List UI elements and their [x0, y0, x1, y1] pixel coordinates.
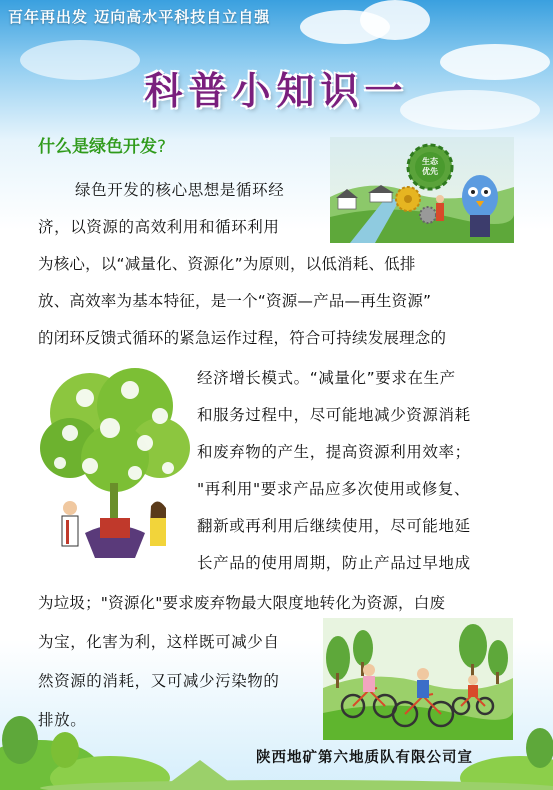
body-line: 排放。: [38, 711, 87, 729]
bulb-icon: [152, 408, 168, 424]
section-question: [38, 132, 166, 157]
house-icon: [100, 418, 120, 438]
body-line: 翻新或再利用后继续使用，尽可能地延: [197, 517, 471, 535]
body-line: 经济增长模式。“减量化”要求在生产: [197, 369, 456, 387]
question-mark: ?: [157, 137, 167, 157]
body-line: 和服务过程中，尽可能地减少资源消耗: [197, 406, 471, 424]
body-line: 济，以资源的高效利用和循环利用: [38, 218, 280, 236]
bulb-icon: [128, 466, 142, 480]
page-title: 科普小知识一: [144, 69, 409, 113]
house-icon: [76, 389, 94, 407]
tree-icon: [137, 435, 153, 451]
body-line: 为垃圾；"资源化"要求废弃物最大限度地转化为资源，白废: [38, 594, 446, 612]
cloud: [360, 0, 430, 40]
bulb-icon: [54, 457, 66, 469]
house-icon: [82, 458, 98, 474]
body-line: 为宝，化害为利，这样既可减少自: [38, 633, 280, 651]
car-icon: [121, 381, 139, 399]
svg-text:生态: 生态: [422, 157, 438, 166]
gear-icon: [408, 145, 452, 189]
green-development-gears-illustration: [330, 137, 514, 243]
header-slogan: 百年再出发 迈向高水平科技自立自强: [8, 8, 271, 26]
bulb-icon: [162, 462, 174, 474]
body-line: 和废弃物的产生，提高资源利用效率；: [197, 443, 471, 461]
svg-text:优先: 优先: [422, 167, 438, 176]
body-line: "再利用"要求产品应多次使用或修复、: [197, 480, 471, 498]
people-icon: [62, 425, 78, 441]
eco-tree-illustration: [40, 368, 190, 568]
body-line: 放、高效率为基本特征，是一个“资源—产品—再生资源”: [38, 292, 432, 310]
footer-organization: 陕西地矿第六地质队有限公司宣: [256, 750, 473, 766]
body-line: 为核心，以“减量化、资源化”为原则，以低消耗、低排: [38, 255, 416, 273]
body-line: 长产品的使用周期，防止产品过早地成: [197, 554, 471, 572]
body-line: 然资源的消耗，又可减少污染物的: [38, 672, 280, 690]
question-text: 什么是绿色开发: [38, 137, 157, 157]
body-line: 绿色开发的核心思想是循环经: [75, 181, 285, 199]
body-line: 的闭环反馈式循环的紧急运作过程，符合可持续发展理念的: [38, 329, 447, 347]
